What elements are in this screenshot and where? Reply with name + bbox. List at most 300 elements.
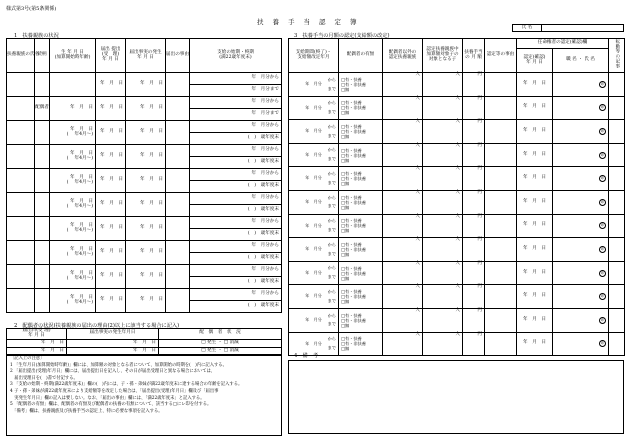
period-cell[interactable] [289, 167, 339, 191]
spouse-status[interactable]: □ 発生 ・ □ 消滅 [159, 339, 282, 347]
sec2-heading: 2 配偶者の状況(扶養親族の届出の理由(2)以上に該当する場合に記入) [14, 323, 180, 329]
relation[interactable]: 配偶者 [35, 97, 50, 121]
age-note: ( 年4月～) [66, 179, 93, 185]
event-date[interactable]: 年 月 日 [126, 193, 166, 217]
form-number: 様式第3号(第5条関係) [6, 6, 57, 12]
period-end[interactable]: ( ) 歳年度末 [190, 253, 282, 265]
event-date[interactable]: 年 月 日 [67, 339, 159, 347]
other-dependents[interactable]: 人 [383, 143, 423, 167]
spouse-check[interactable] [339, 332, 383, 356]
relation[interactable] [35, 169, 50, 193]
approver[interactable] [553, 238, 609, 262]
header-cell: 認定等の事由 [485, 39, 517, 73]
monthly-amount[interactable]: 円 [463, 308, 485, 332]
spouse-check[interactable] [339, 285, 383, 309]
event-date[interactable]: 年 月 日 [126, 241, 166, 265]
period-month: 年 月分 [305, 175, 322, 181]
relation[interactable] [35, 193, 50, 217]
filed-date[interactable]: 年 月 日 [96, 193, 126, 217]
filed-date[interactable]: 年 月 日 [96, 289, 126, 313]
spouse-nondependent-check[interactable]: □有・非扶養 [341, 317, 366, 323]
monthly-amount[interactable]: 円 [463, 285, 485, 309]
page-title: 扶養手当認定簿 [257, 18, 366, 26]
reason[interactable] [166, 97, 190, 121]
transfer-note[interactable] [609, 73, 625, 97]
birth-date[interactable] [50, 145, 96, 169]
monthly-amount[interactable]: 円 [463, 96, 485, 120]
period-end[interactable]: 年 月分まで [190, 109, 282, 121]
period-start[interactable]: 年 月分から [190, 73, 282, 85]
table-row [289, 214, 625, 238]
note-line: 「備考」欄は、扶養親族及び扶養手当の認定上、特に必要な事項を記入する。 [10, 408, 163, 414]
spouse-none-check[interactable]: □無 [341, 204, 350, 210]
reason[interactable] [166, 289, 190, 313]
period-start[interactable]: 年 月分から [190, 97, 282, 109]
age-note: ( 年4月～) [66, 299, 93, 305]
spouse-dependent-check[interactable]: □有・扶養 [341, 241, 362, 247]
reason[interactable] [166, 241, 190, 265]
filed-date[interactable]: 年 月 日 [96, 217, 126, 241]
period-from: から [327, 312, 336, 318]
spouse-nondependent-check[interactable]: □有・非扶養 [341, 152, 366, 158]
spouse-dependent-check[interactable]: □有・扶養 [341, 194, 362, 200]
approval-date[interactable]: 年 月 日 [517, 238, 553, 262]
dependent-name[interactable] [7, 145, 35, 169]
dependent-name[interactable] [7, 73, 35, 97]
note-line: 〔記入上の注意〕 [10, 356, 45, 361]
spouse-status[interactable]: □ 発生 ・ □ 消滅 [159, 347, 282, 355]
birth-date[interactable] [50, 97, 96, 121]
event-date[interactable]: 年 月 日 [126, 217, 166, 241]
age-note: ( 年4月～) [66, 155, 93, 161]
allowance-table [288, 38, 625, 356]
other-dependents[interactable]: 人 [383, 96, 423, 120]
event-date[interactable]: 年 月 日 [126, 121, 166, 145]
spouse-dependent-check[interactable]: □有・扶養 [341, 312, 362, 318]
spouse-none-check[interactable]: □無 [341, 181, 350, 187]
dependent-name[interactable] [7, 193, 35, 217]
spouse-none-check[interactable]: □無 [341, 228, 350, 234]
spouse-nondependent-check[interactable]: □有・非扶養 [341, 294, 366, 300]
seal-icon: 印 [600, 81, 605, 86]
approval-date[interactable]: 年 月 日 [517, 73, 553, 97]
period-end[interactable]: ( ) 歳年度末 [190, 277, 282, 289]
spouse-nondependent-check[interactable]: □有・非扶養 [341, 105, 366, 111]
spouse-dependent-check[interactable]: □有・扶養 [341, 265, 362, 271]
transfer-note[interactable] [609, 285, 625, 309]
seal-icon: 印 [600, 341, 605, 346]
birth-date[interactable] [50, 289, 96, 313]
spouse-nondependent-check[interactable]: □有・非扶養 [341, 270, 366, 276]
birth-date[interactable] [50, 217, 96, 241]
monthly-amount[interactable]: 円 [463, 261, 485, 285]
name-box [512, 24, 624, 32]
event-date[interactable]: 年 月 日 [126, 265, 166, 289]
period-to: まで [327, 250, 336, 256]
period-start[interactable]: 年 月分から [190, 265, 282, 277]
period-cell[interactable] [289, 120, 339, 144]
birth-date[interactable] [50, 265, 96, 289]
reason[interactable] [166, 217, 190, 241]
relation[interactable] [35, 73, 50, 97]
name-label: 氏 名 [513, 25, 542, 32]
filed-date[interactable]: 年 月 日 [96, 121, 126, 145]
reason[interactable] [166, 265, 190, 289]
table-row [289, 308, 625, 332]
child-count[interactable]: 人 [423, 238, 463, 262]
spouse-nondependent-check[interactable]: □有・非扶養 [341, 81, 366, 87]
approver[interactable] [553, 143, 609, 167]
other-dependents[interactable]: 人 [383, 190, 423, 214]
spouse-nondependent-check[interactable]: □有・非扶養 [341, 199, 366, 205]
other-dependents[interactable]: 人 [383, 167, 423, 191]
period-to: まで [327, 132, 336, 138]
note-line: 3 「支給の始期・終期(満22歳年度末)」欄の( )内には、子・孫・弟妹が満22歳年度末に達する場合の年齢を記入する。 [10, 382, 243, 388]
spouse-dependent-check[interactable]: □有・扶養 [341, 218, 362, 224]
spouse-nondependent-check[interactable]: □有・非扶養 [341, 223, 366, 229]
spouse-check[interactable] [339, 73, 383, 97]
spouse-nondependent-check[interactable]: □有・非扶養 [341, 246, 366, 252]
period-cell[interactable] [289, 285, 339, 309]
event-date[interactable]: 年 月 日 [126, 289, 166, 313]
period-end[interactable]: 年 月分まで [190, 85, 282, 97]
header-cell: 届出の事由 [166, 39, 190, 73]
dependents-table [6, 38, 282, 313]
seal-icon: 印 [600, 317, 605, 322]
header-cell: 続柄 [35, 39, 50, 73]
event-date[interactable]: 年 月 日 [126, 73, 166, 97]
period-month: 年 月分 [305, 128, 322, 134]
filed-date[interactable]: 年 月 日 [96, 241, 126, 265]
spouse-check[interactable] [339, 190, 383, 214]
sec1-heading: 1 扶養親族の状況 [14, 33, 59, 39]
transfer-note[interactable] [609, 167, 625, 191]
note-line: 2 「届出提出(受理)年月日」欄には、届出提出日を記入し、その日が届出受理日と異なる場合においては、 [10, 369, 216, 375]
spouse-none-check[interactable]: □無 [341, 86, 350, 92]
monthly-amount[interactable]: 円 [463, 190, 485, 214]
period-end[interactable]: ( ) 歳年度末 [190, 181, 282, 193]
period-from: から [327, 336, 336, 342]
spouse-nondependent-check[interactable]: □有・非扶養 [341, 128, 366, 134]
period-cell[interactable] [289, 190, 339, 214]
dependent-name[interactable] [7, 241, 35, 265]
spouse-check[interactable] [339, 120, 383, 144]
approver[interactable] [553, 190, 609, 214]
period-end[interactable]: ( ) 歳年度末 [190, 205, 282, 217]
header-cell: 届出日(受 理) 年 月 日 [7, 329, 67, 340]
table-row [289, 238, 625, 262]
header-cell [609, 39, 625, 73]
seal-icon: 印 [600, 270, 605, 275]
dependent-name[interactable] [7, 289, 35, 313]
spouse-none-check[interactable]: □無 [341, 134, 350, 139]
spouse-dependent-check[interactable]: □有・扶養 [341, 76, 362, 82]
period-cell[interactable] [289, 238, 339, 262]
table-row [7, 73, 282, 85]
period-from: から [327, 123, 336, 129]
period-to: まで [327, 85, 336, 91]
period-to: まで [327, 203, 336, 209]
approval-date[interactable]: 年 月 日 [517, 143, 553, 167]
table-row [289, 96, 625, 120]
reason[interactable] [485, 73, 517, 97]
approval-date[interactable]: 年 月 日 [517, 96, 553, 120]
monthly-amount[interactable]: 円 [463, 120, 485, 144]
relation[interactable] [35, 145, 50, 169]
spouse-none-check[interactable]: □無 [341, 299, 350, 305]
filed-date[interactable]: 年 月 日 [96, 73, 126, 97]
remarks-box[interactable] [288, 360, 624, 434]
approval-date[interactable]: 年 月 日 [517, 332, 553, 356]
period-cell[interactable] [289, 73, 339, 97]
spouse-check[interactable] [339, 167, 383, 191]
filed-date[interactable]: 年 月 日 [7, 339, 67, 347]
approver[interactable] [553, 167, 609, 191]
reason[interactable] [166, 169, 190, 193]
spouse-none-check[interactable]: □無 [341, 110, 350, 116]
reason[interactable] [166, 145, 190, 169]
child-count[interactable]: 人 [423, 190, 463, 214]
reason[interactable] [166, 121, 190, 145]
approver[interactable] [553, 96, 609, 120]
approver[interactable] [553, 214, 609, 238]
period-start[interactable]: 年 月分から [190, 193, 282, 205]
event-date[interactable]: 年 月 日 [126, 145, 166, 169]
other-dependents[interactable]: 人 [383, 285, 423, 309]
relation[interactable] [35, 289, 50, 313]
relation[interactable] [35, 241, 50, 265]
spouse-check[interactable] [339, 214, 383, 238]
approver[interactable] [553, 73, 609, 97]
spouse-check[interactable] [339, 238, 383, 262]
filed-date[interactable]: 年 月 日 [96, 97, 126, 121]
monthly-amount[interactable]: 円 [463, 238, 485, 262]
period-from: から [327, 265, 336, 271]
reason[interactable] [166, 193, 190, 217]
period-start[interactable]: 年 月分から [190, 217, 282, 229]
table-row [7, 145, 282, 157]
approval-date[interactable]: 年 月 日 [517, 167, 553, 191]
other-dependents[interactable]: 人 [383, 238, 423, 262]
table-row [7, 193, 282, 205]
birth-ymd: 年 月 日 [70, 270, 93, 276]
spouse-check[interactable] [339, 96, 383, 120]
transfer-note[interactable] [609, 261, 625, 285]
period-start[interactable]: 年 月分から [190, 145, 282, 157]
birth-date[interactable] [50, 73, 96, 97]
table-row [7, 169, 282, 181]
birth-date[interactable] [50, 193, 96, 217]
table-row [289, 120, 625, 144]
table-row [7, 339, 282, 347]
approval-date[interactable]: 年 月 日 [517, 120, 553, 144]
child-count[interactable]: 人 [423, 308, 463, 332]
name-field[interactable] [542, 25, 624, 32]
dependent-name[interactable] [7, 97, 35, 121]
period-from: から [327, 218, 336, 224]
approver[interactable] [553, 332, 609, 356]
spouse-dependent-check[interactable]: □有・扶養 [341, 123, 362, 129]
spouse-none-check[interactable]: □無 [341, 251, 350, 257]
approval-date[interactable]: 年 月 日 [517, 190, 553, 214]
period-end[interactable]: ( ) 歳年度末 [190, 229, 282, 241]
period-end[interactable]: ( ) 歳年度末 [190, 157, 282, 169]
child-count[interactable]: 人 [423, 167, 463, 191]
period-cell[interactable] [289, 96, 339, 120]
event-date[interactable]: 年 月 日 [126, 169, 166, 193]
spouse-none-check[interactable]: □無 [341, 157, 350, 163]
reason[interactable] [485, 214, 517, 238]
spouse-none-check[interactable]: □無 [341, 275, 350, 281]
transfer-note[interactable] [609, 96, 625, 120]
period-end[interactable]: ( ) 歳年度末 [190, 133, 282, 145]
spouse-dependent-check[interactable]: □有・扶養 [341, 100, 362, 106]
child-count[interactable]: 人 [423, 73, 463, 97]
other-dependents[interactable]: 人 [383, 214, 423, 238]
spouse-check[interactable] [339, 261, 383, 285]
spouse-dependent-check[interactable]: □有・扶養 [341, 171, 362, 177]
spouse-nondependent-check[interactable]: □有・非扶養 [341, 176, 366, 182]
filed-date[interactable]: 年 月 日 [7, 347, 67, 355]
other-dependents[interactable]: 人 [383, 332, 423, 356]
note-line: 5 「配偶者の有無」欄は、配偶者の有無及び配偶者の扶養の有無について、該当する□にレ印を付する。 [10, 402, 212, 408]
reason[interactable] [485, 167, 517, 191]
relation[interactable] [35, 217, 50, 241]
period-cell[interactable] [289, 261, 339, 285]
period-month: 年 月分 [305, 340, 322, 346]
birth-date[interactable] [50, 169, 96, 193]
reason[interactable] [485, 308, 517, 332]
child-count[interactable]: 人 [423, 214, 463, 238]
period-cell[interactable] [289, 214, 339, 238]
birth-ymd: 年 月 日 [70, 150, 93, 156]
period-cell[interactable] [289, 308, 339, 332]
note-line: 届出受理日を( )書で付記する。 [10, 375, 78, 381]
period-month: 年 月分 [305, 246, 322, 252]
seal-icon: 印 [600, 294, 605, 299]
dependent-name[interactable] [7, 169, 35, 193]
period-start[interactable]: 年 月分から [190, 241, 282, 253]
child-count[interactable]: 人 [423, 120, 463, 144]
approver[interactable] [553, 261, 609, 285]
transfer-note[interactable] [609, 143, 625, 167]
monthly-amount[interactable]: 円 [463, 214, 485, 238]
approver[interactable] [553, 120, 609, 144]
period-start[interactable]: 年 月分から [190, 169, 282, 181]
transfer-note[interactable] [609, 238, 625, 262]
header-cell: 支給期間(終了)・ 支給額改定年月 [289, 39, 339, 73]
period-to: まで [327, 227, 336, 233]
reason[interactable] [485, 143, 517, 167]
other-dependents[interactable]: 人 [383, 120, 423, 144]
approval-date[interactable]: 年 月 日 [517, 214, 553, 238]
reason[interactable] [485, 261, 517, 285]
table-row [7, 241, 282, 253]
header-cell: 職 名 ・ 氏 名 [553, 49, 609, 73]
period-to: まで [327, 345, 336, 351]
filed-date[interactable]: 年 月 日 [96, 169, 126, 193]
approval-date[interactable]: 年 月 日 [517, 308, 553, 332]
transfer-note[interactable] [609, 214, 625, 238]
spouse-nondependent-check[interactable]: □有・非扶養 [341, 341, 366, 347]
dependent-name[interactable] [7, 121, 35, 145]
reason[interactable] [485, 120, 517, 144]
spouse-none-check[interactable]: □無 [341, 322, 350, 328]
reason[interactable] [166, 73, 190, 97]
table-row [289, 167, 625, 191]
spouse-none-check[interactable]: □無 [341, 346, 350, 352]
event-date[interactable]: 年 月 日 [126, 97, 166, 121]
header-cell: 認定(確認) 年 月 日 [517, 49, 553, 73]
monthly-amount[interactable]: 円 [463, 167, 485, 191]
reason[interactable] [485, 332, 517, 356]
table-row [7, 97, 282, 109]
other-dependents[interactable]: 人 [383, 73, 423, 97]
transfer-note[interactable] [609, 190, 625, 214]
child-count[interactable]: 人 [423, 332, 463, 356]
other-dependents[interactable]: 人 [383, 261, 423, 285]
period-month: 年 月分 [305, 151, 322, 157]
reason[interactable] [485, 96, 517, 120]
reason[interactable] [485, 190, 517, 214]
transfer-note[interactable] [609, 308, 625, 332]
reason[interactable] [485, 238, 517, 262]
approval-date[interactable]: 年 月 日 [517, 285, 553, 309]
approver[interactable] [553, 285, 609, 309]
period-start[interactable]: 年 月分から [190, 121, 282, 133]
relation[interactable] [35, 121, 50, 145]
monthly-amount[interactable]: 円 [463, 332, 485, 356]
filed-date[interactable]: 年 月 日 [96, 145, 126, 169]
spouse-check[interactable] [339, 143, 383, 167]
age-note: ( 年4月～) [66, 227, 93, 233]
filed-date[interactable]: 年 月 日 [96, 265, 126, 289]
transfer-notes-header: 転勤等の記事 [614, 39, 620, 69]
seal-icon: 印 [600, 176, 605, 181]
other-dependents[interactable]: 人 [383, 308, 423, 332]
child-count[interactable]: 人 [423, 285, 463, 309]
birth-date[interactable] [50, 241, 96, 265]
period-end[interactable]: ( ) 歳年度末 [190, 301, 282, 313]
spouse-dependent-check[interactable]: □有・扶養 [341, 289, 362, 295]
child-count[interactable]: 人 [423, 96, 463, 120]
monthly-amount[interactable]: 円 [463, 73, 485, 97]
transfer-note[interactable] [609, 332, 625, 356]
spouse-check[interactable] [339, 308, 383, 332]
child-count[interactable]: 人 [423, 143, 463, 167]
birth-date[interactable] [50, 121, 96, 145]
table-row [289, 261, 625, 285]
event-date[interactable]: 年 月 日 [67, 347, 159, 355]
monthly-amount[interactable]: 円 [463, 143, 485, 167]
dependent-name[interactable] [7, 265, 35, 289]
header-cell: 認定扶養親族中 加算額対象子の 対象となる子 [423, 39, 463, 73]
approval-date[interactable]: 年 月 日 [517, 261, 553, 285]
period-from: から [327, 241, 336, 247]
transfer-note[interactable] [609, 120, 625, 144]
relation[interactable] [35, 265, 50, 289]
dependent-name[interactable] [7, 217, 35, 241]
spouse-dependent-check[interactable]: □有・扶養 [341, 147, 362, 153]
approver[interactable] [553, 308, 609, 332]
period-start[interactable]: 年 月分から [190, 289, 282, 301]
spouse-dependent-check[interactable]: □有・扶養 [341, 336, 362, 342]
header-cell: 届出 提出 (受 理) 年 月 日 [96, 39, 126, 73]
period-cell[interactable] [289, 143, 339, 167]
reason[interactable] [485, 285, 517, 309]
child-count[interactable]: 人 [423, 261, 463, 285]
note-line: 4 子・孫・弟妹が満22歳年度末により支給額等を改定した場合は、「届出提出(受理)年月日」欄及び「届出事 [10, 388, 219, 394]
